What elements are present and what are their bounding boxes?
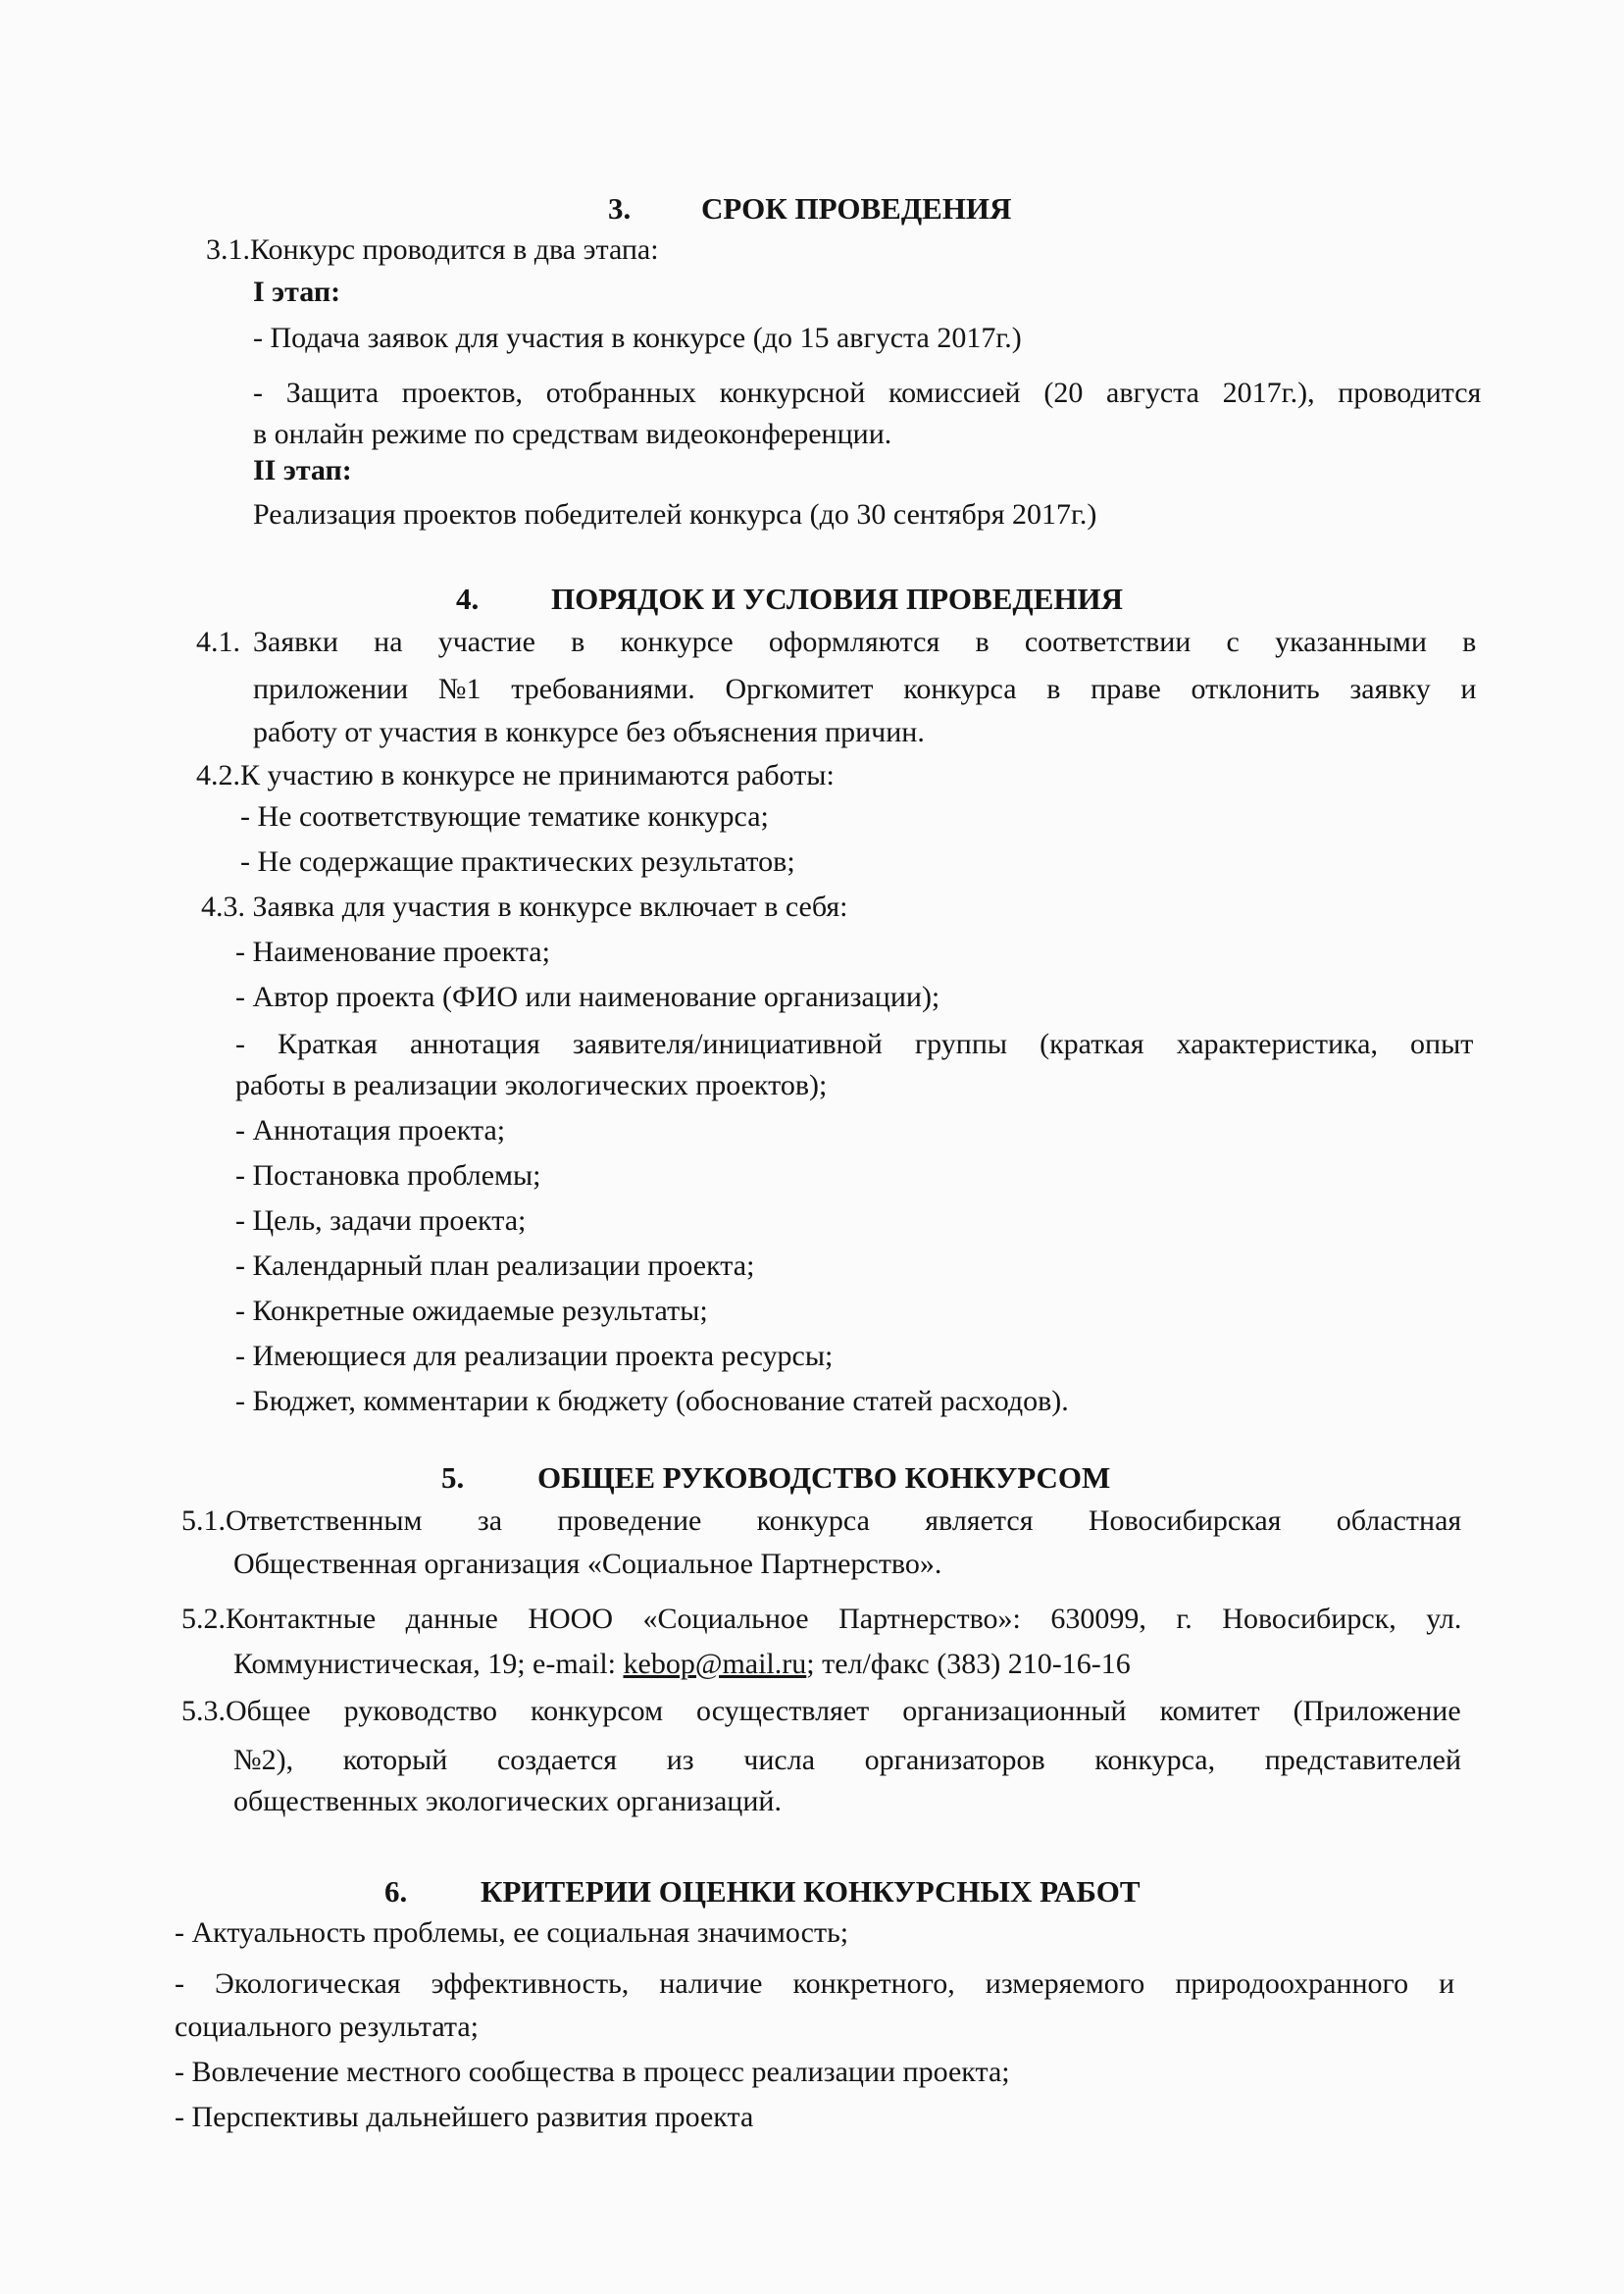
criterion-1: - Актуальность проблемы, ее социальная значимость; xyxy=(175,1916,849,1949)
paragraph-5-2-line1: 5.2.Контактные данные НООО «Социальное Партнерство»: 630099, г. Новосибирск, ул. xyxy=(181,1603,1462,1635)
criterion-3: - Вовлечение местного сообщества в процесс реализации проекта; xyxy=(175,2056,1010,2088)
section-6-title: КРИТЕРИИ ОЦЕНКИ КОНКУРСНЫХ РАБОТ xyxy=(481,1874,1141,1909)
stage-1-item-b-line1: - Защита проектов, отобранных конкурсной комиссией (20 августа 2017г.), проводится xyxy=(253,377,1482,409)
paragraph-4-1-line2: приложении №1 требованиями. Оргкомитет конкурса в праве отклонить заявку и xyxy=(253,673,1477,705)
paragraph-5-2-line2 xyxy=(233,1642,1131,1687)
stage-1-label: I этап: xyxy=(253,276,341,308)
list-item: - Краткая аннотация заявителя/инициативной группы (краткая характеристика, опыт xyxy=(235,1028,1474,1060)
paragraph-5-3-line2: №2), который создается из числа организаторов конкурса, представителей xyxy=(233,1744,1462,1776)
section-3-number: 3. xyxy=(608,191,632,226)
paragraph-5-1-line1: 5.1.Ответственным за проведение конкурса является Новосибирская областная xyxy=(181,1504,1462,1537)
paragraph-4-2-item-a: - Не соответствующие тематике конкурса; xyxy=(240,800,769,833)
paragraph-3-1: 3.1.Конкурс проводится в два этапа: xyxy=(206,233,659,266)
list-item: - Имеющиеся для реализации проекта ресурсы; xyxy=(235,1340,834,1372)
list-item: - Наименование проекта; xyxy=(235,936,550,968)
stage-1-item-b-line2: в онлайн режиме по средствам видеоконференции. xyxy=(253,418,892,450)
stage-1-item-a: - Подача заявок для участия в конкурсе (до 15 августа 2017г.) xyxy=(253,322,1022,354)
paragraph-5-2-text: Коммунистическая, 19; e-mail: xyxy=(233,1648,624,1680)
list-item: - Бюджет, комментарии к бюджету (обоснование статей расходов). xyxy=(235,1385,1069,1417)
stage-2-item: Реализация проектов победителей конкурса (до 30 сентября 2017г.) xyxy=(253,498,1097,531)
paragraph-4-2-item-b: - Не содержащие практических результатов; xyxy=(240,845,795,878)
paragraph-4-1-line1: Заявки на участие в конкурсе оформляются в соответствии с указанными в xyxy=(253,626,1477,658)
paragraph-4-2: 4.2.К участию в конкурсе не принимаются работы: xyxy=(196,759,835,791)
section-6-number: 6. xyxy=(384,1874,408,1909)
list-item: - Аннотация проекта; xyxy=(235,1114,506,1147)
paragraph-5-3-line3: общественных экологических организаций. xyxy=(233,1785,782,1817)
criterion-2-line1: - Экологическая эффективность, наличие конкретного, измеряемого природоохранного и xyxy=(175,1967,1455,2000)
paragraph-5-1-line2: Общественная организация «Социальное Партнерство». xyxy=(233,1548,942,1580)
paragraph-5-3-line1: 5.3.Общее руководство конкурсом осуществляет организационный комитет (Приложение xyxy=(181,1695,1461,1727)
section-5-number: 5. xyxy=(441,1460,465,1495)
email-link[interactable]: kebop@mail.ru xyxy=(623,1648,807,1680)
paragraph-4-1-label: 4.1. xyxy=(196,626,240,658)
list-item: работы в реализации экологических проектов); xyxy=(235,1069,828,1101)
paragraph-5-2-phone: ; тел/факс (383) 210-16-16 xyxy=(806,1648,1131,1680)
section-3-title: СРОК ПРОВЕДЕНИЯ xyxy=(701,191,1012,226)
criterion-4: - Перспективы дальнейшего развития проекта xyxy=(175,2101,754,2133)
section-4-title: ПОРЯДОК И УСЛОВИЯ ПРОВЕДЕНИЯ xyxy=(551,582,1123,616)
section-4-number: 4. xyxy=(456,582,480,616)
list-item: - Конкретные ожидаемые результаты; xyxy=(235,1295,708,1327)
list-item: - Постановка проблемы; xyxy=(235,1159,541,1192)
paragraph-4-1-line3: работу от участия в конкурсе без объяснения причин. xyxy=(253,716,925,748)
list-item: - Цель, задачи проекта; xyxy=(235,1204,527,1237)
section-5-title: ОБЩЕЕ РУКОВОДСТВО КОНКУРСОМ xyxy=(537,1460,1111,1495)
criterion-2-line2: социального результата; xyxy=(175,2011,480,2043)
paragraph-4-3: 4.3. Заявка для участия в конкурсе включает в себя: xyxy=(201,891,848,923)
list-item: - Календарный план реализации проекта; xyxy=(235,1249,755,1282)
stage-2-label: II этап: xyxy=(253,454,352,486)
list-item: - Автор проекта (ФИО или наименование организации); xyxy=(235,981,940,1013)
